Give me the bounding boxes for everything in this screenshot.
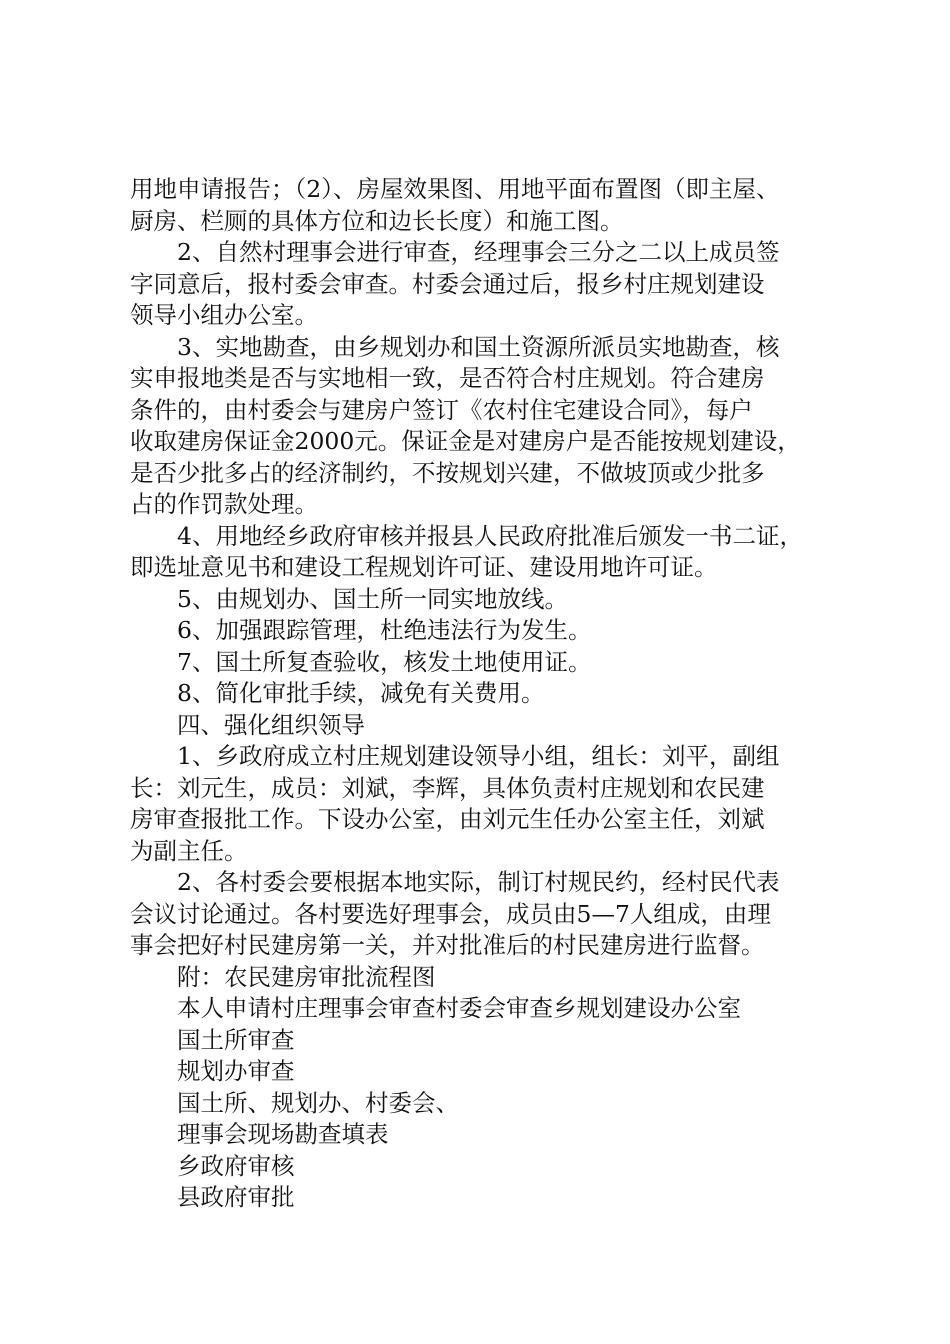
text-line: 本人申请村庄理事会审查村委会审查乡规划建设办公室 bbox=[177, 994, 741, 1022]
text-line: 会议讨论通过。各村要选好理事会，成员由5—7人组成，由理 bbox=[130, 899, 771, 928]
text-line: 4、用地经乡政府审核并报县人民政府批准后颁发一书二证， bbox=[177, 521, 803, 550]
text-line: 字同意后，报村委会审查。村委会通过后，报乡村庄规划建设 bbox=[130, 269, 765, 298]
text-line: 领导小组办公室。 bbox=[130, 301, 318, 329]
text-line: 规划办审查 bbox=[177, 1057, 295, 1085]
text-line: 用地申请报告；（2）、房屋效果图、用地平面布置图（即主屋、 bbox=[130, 175, 780, 203]
text-line: 6、加强跟踪管理，杜绝违法行为发生。 bbox=[177, 616, 592, 644]
text-line: 收取建房保证金2000元。保证金是对建房户是否能按规划建设， bbox=[130, 427, 801, 455]
text-line: 5、由规划办、国土所一同实地放线。 bbox=[177, 584, 568, 613]
text-line: 条件的，由村委会与建房户签订《农村住宅建设合同》，每户 bbox=[130, 395, 753, 424]
text-line: 7、国土所复查验收，核发土地使用证。 bbox=[177, 647, 592, 676]
text-line: 实申报地类是否与实地相一致，是否符合村庄规划。符合建房 bbox=[130, 364, 765, 392]
text-line: 3、实地勘查，由乡规划办和国土资源所派员实地勘查，核 bbox=[177, 332, 780, 361]
text-line: 房审查报批工作。下设办公室，由刘元生任办公室主任，刘斌 bbox=[130, 805, 765, 833]
text-line: 是否少批多占的经济制约，不按规划兴建，不做坡顶或少批多 bbox=[130, 458, 765, 487]
text-line: 占的作罚款处理。 bbox=[130, 490, 318, 518]
text-line: 为副主任。 bbox=[130, 836, 248, 865]
text-line: 理事会现场勘查填表 bbox=[177, 1120, 389, 1148]
text-line: 附：农民建房审批流程图 bbox=[177, 962, 436, 991]
text-line: 即选址意见书和建设工程规划许可证、建设用地许可证。 bbox=[130, 553, 718, 581]
text-line: 事会把好村民建房第一关，并对批准后的村民建房进行监督。 bbox=[130, 931, 765, 959]
text-line: 国土所审查 bbox=[177, 1025, 295, 1054]
text-line: 乡政府审核 bbox=[177, 1151, 295, 1180]
text-line: 四、强化组织领导 bbox=[177, 710, 365, 739]
text-line: 8、简化审批手续，减免有关费用。 bbox=[177, 679, 545, 707]
document-body bbox=[130, 174, 835, 1214]
text-line: 国土所、规划办、村委会、 bbox=[177, 1088, 459, 1117]
text-line: 县政府审批 bbox=[177, 1183, 295, 1211]
text-line: 厨房、栏厕的具体方位和边长长度）和施工图。 bbox=[130, 206, 624, 235]
text-line: 1、乡政府成立村庄规划建设领导小组，组长：刘平，副组 bbox=[177, 742, 780, 770]
text-line: 2、各村委会要根据本地实际，制订村规民约，经村民代表 bbox=[177, 868, 780, 896]
text-line: 2、自然村理事会进行审查，经理事会三分之二以上成员签 bbox=[177, 238, 780, 266]
text-line: 长：刘元生，成员：刘斌，李辉，具体负责村庄规划和农民建 bbox=[130, 773, 765, 802]
